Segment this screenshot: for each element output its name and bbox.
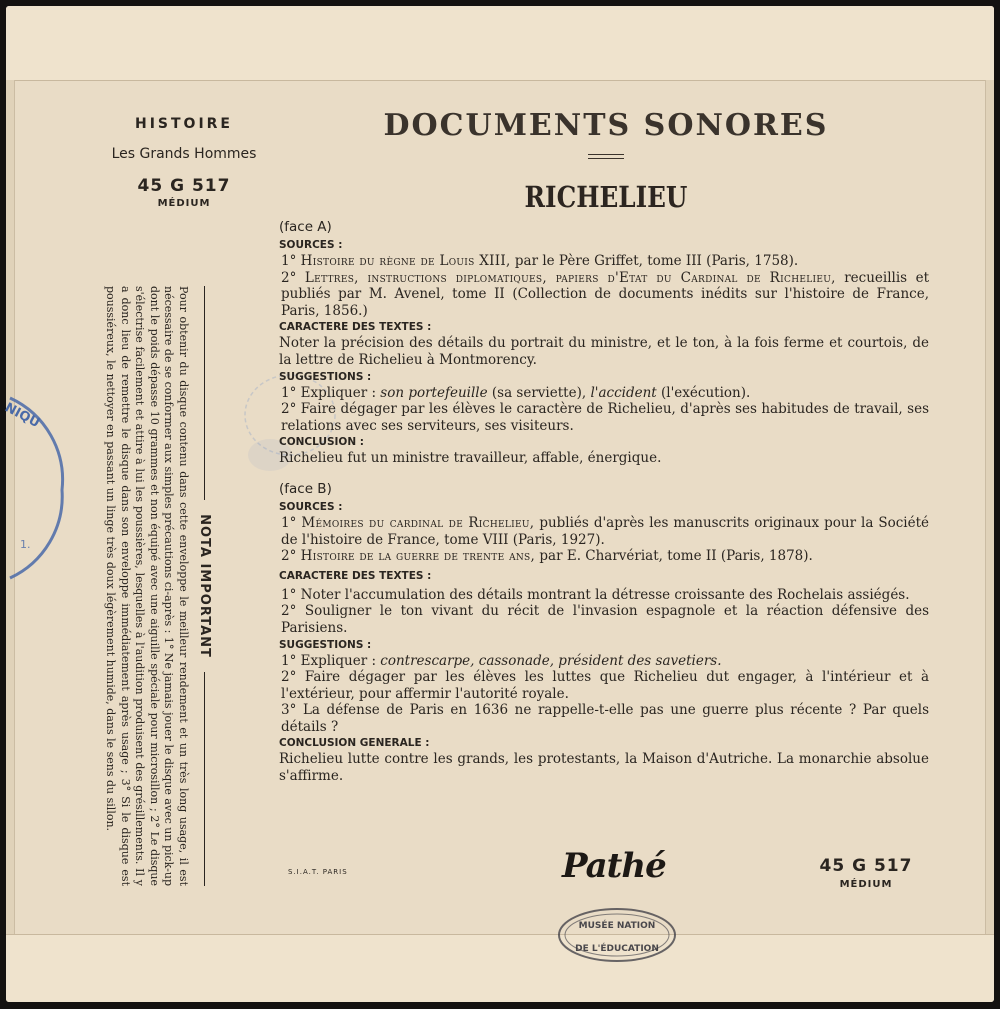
face-a-suggestions-heading: SUGGESTIONS : xyxy=(279,370,372,383)
face-b-conclusion-heading: CONCLUSION GENERALE : xyxy=(279,737,430,750)
face-b-suggestions-heading: SUGGESTIONS : xyxy=(279,638,372,651)
title-rule xyxy=(588,158,624,159)
face-a-label: (face A) xyxy=(279,219,332,235)
right-flap xyxy=(985,80,994,934)
footer-format-label: MÉDIUM xyxy=(839,879,893,890)
face-b-caractere-heading: CARACTERE DES TEXTES : xyxy=(279,569,432,582)
seal-text: NIQU xyxy=(2,400,43,432)
face-a-caractere: Noter la précision des détails du portrait du ministre, et le ton, à la fois ferme et courtois, de la lettre de Richelieu à Montmorency. xyxy=(279,335,929,368)
face-a-caractere-heading: CARACTERE DES TEXTES : xyxy=(279,321,432,334)
title-rule xyxy=(588,154,624,155)
svg-text:1.: 1. xyxy=(20,538,31,551)
blue-seal-stamp xyxy=(0,380,80,590)
catalog-reference: 45 G 517 xyxy=(137,176,231,196)
format-label: MÉDIUM xyxy=(157,198,211,209)
printer-credit: S.I.A.T. PARIS xyxy=(288,868,348,876)
nota-heading: NOTA IMPORTANT xyxy=(197,514,213,658)
face-a-sources-heading: SOURCES : xyxy=(279,239,343,251)
face-b-label: (face B) xyxy=(279,480,332,497)
series-label: Les Grands Hommes xyxy=(111,146,257,162)
page-title: DOCUMENTS SONORES xyxy=(383,108,829,143)
nota-text: Pour obtenir du disque contenu dans cette enveloppe le meilleur rendement et un très long usage, il est nécessaire de se conformer aux simples précautions ci-après : 1° Ne jamais jouer le disque avec un pick-up dont le poids dépasse 10 grammes et non équipé avec une aiguille spéciale pour microsillon ; 2° Le disque s'électrise facilement et attire à lui les poussières, lesquelles à l'audition produisent des grésillements. Il y a donc lieu de remettre le disque dans son enveloppe immédiatement après usage ; 3° Si le disque est poussiéreux, le nettoyer en passant un linge très doux légèrement humide, dans le sens du sillon. xyxy=(104,286,190,886)
face-b-suggestion-3: 3° La défense de Paris en 1636 ne rappelle-t-elle pas une guerre plus récente ? Par quels détails ? xyxy=(281,702,929,735)
top-flap xyxy=(6,6,994,81)
museum-stamp xyxy=(556,906,678,964)
face-a-conclusion-heading: CONCLUSION : xyxy=(279,436,365,449)
face-b-caractere-2: 2° Souligner le ton vivant du récit de l'invasion espagnole et la réaction défensive des Parisiens. xyxy=(281,603,929,636)
pathe-logo: Pathé xyxy=(562,846,666,886)
face-b-conclusion: Richelieu lutte contre les grands, les protestants, la Maison d'Autriche. La monarchie absolue s'affirme. xyxy=(279,751,929,785)
stamp-line-1: MUSÉE NATION xyxy=(578,921,656,931)
face-a-source-1: 1° Histoire du règne de Louis XIII, par le Père Griffet, tome III (Paris, 1758). xyxy=(281,253,799,269)
face-b-suggestion-2: 2° Faire dégager par les élèves les luttes que Richelieu dut engager, à l'intérieur et à l'extérieur, pour affermir l'autorité royale. xyxy=(281,669,929,702)
face-a-conclusion: Richelieu fut un ministre travailleur, affable, énergique. xyxy=(279,450,662,467)
face-b-source-1: 1° Mémoires du cardinal de Richelieu, publiés d'après les manuscrits originaux pour la Société de l'histoire de France, tome VIII (Paris, 1927). xyxy=(281,514,929,548)
main-content xyxy=(279,217,929,785)
face-a-suggestion-1: 1° Expliquer : son portefeuille (sa serviette), l'accident (l'exécution). xyxy=(281,384,751,401)
face-a-suggestion-2: 2° Faire dégager par les élèves le caractère de Richelieu, d'après ses habitudes de travail, ses relations avec ses serviteurs, ses visiteurs. xyxy=(281,401,929,434)
face-b-source-2: 2° Histoire de la guerre de trente ans, par E. Charvériat, tome II (Paris, 1878). xyxy=(281,548,813,565)
stamp-line-2: DE L'ÉDUCATION xyxy=(575,944,659,954)
footer-catalog-reference: 45 G 517 xyxy=(819,856,913,876)
face-a-source-2: 2° Lettres, instructions diplomatiques, papiers d'Etat du Cardinal de Richelieu, recueillis et publiés par M. Avenel, tome II (Collection de documents inédits sur l'histoire de France, Paris, 1856.) xyxy=(281,269,930,319)
face-b-suggestion-1: 1° Expliquer : contrescarpe, cassonade, président des savetiers. xyxy=(281,652,722,669)
face-b-caractere-1: 1° Noter l'accumulation des détails montrant la détresse croissante des Rochelais assiégés. xyxy=(281,586,910,603)
subject-title: RICHELIEU xyxy=(524,180,688,214)
face-b-sources-heading: SOURCES : xyxy=(279,500,343,513)
bottom-flap xyxy=(6,934,994,1002)
category-label: HISTOIRE xyxy=(134,116,233,132)
